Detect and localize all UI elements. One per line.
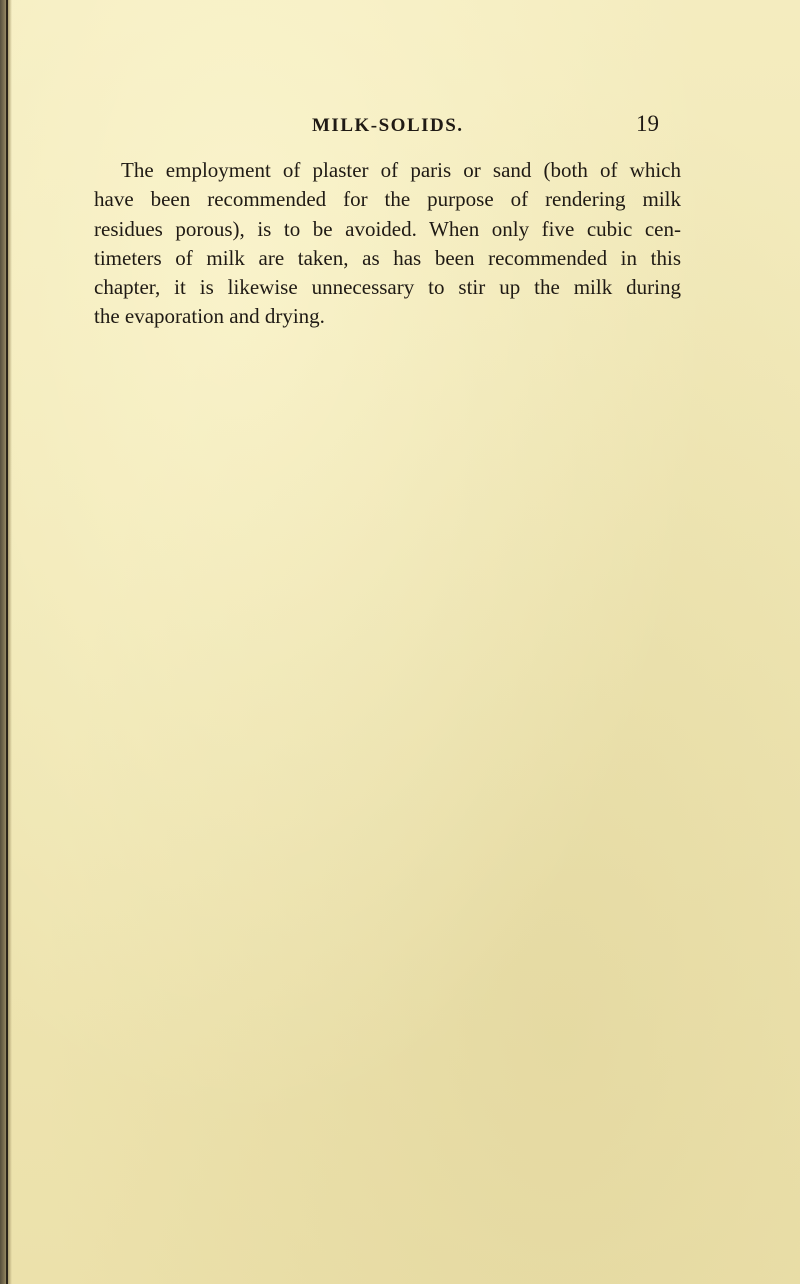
paragraph-line: The employment of plaster of paris or sand (both of which xyxy=(121,158,681,182)
body-paragraph xyxy=(94,156,681,332)
paragraph-line: timeters of milk are taken, as has been recommended in this xyxy=(94,245,681,270)
page-number: 19 xyxy=(636,111,659,136)
paragraph-line: have been recommended for the purpose of rendering milk xyxy=(94,187,681,212)
binding-line xyxy=(6,0,8,1284)
running-head-title: MILK-SOLIDS. xyxy=(312,115,464,136)
paragraph-line: the evaporation and drying. xyxy=(94,304,325,329)
paragraph-line: residues porous), is to be avoided. When only five cubic cen- xyxy=(94,216,681,241)
paragraph-line: chapter, it is likewise unnecessary to stir up the milk during xyxy=(94,275,681,300)
